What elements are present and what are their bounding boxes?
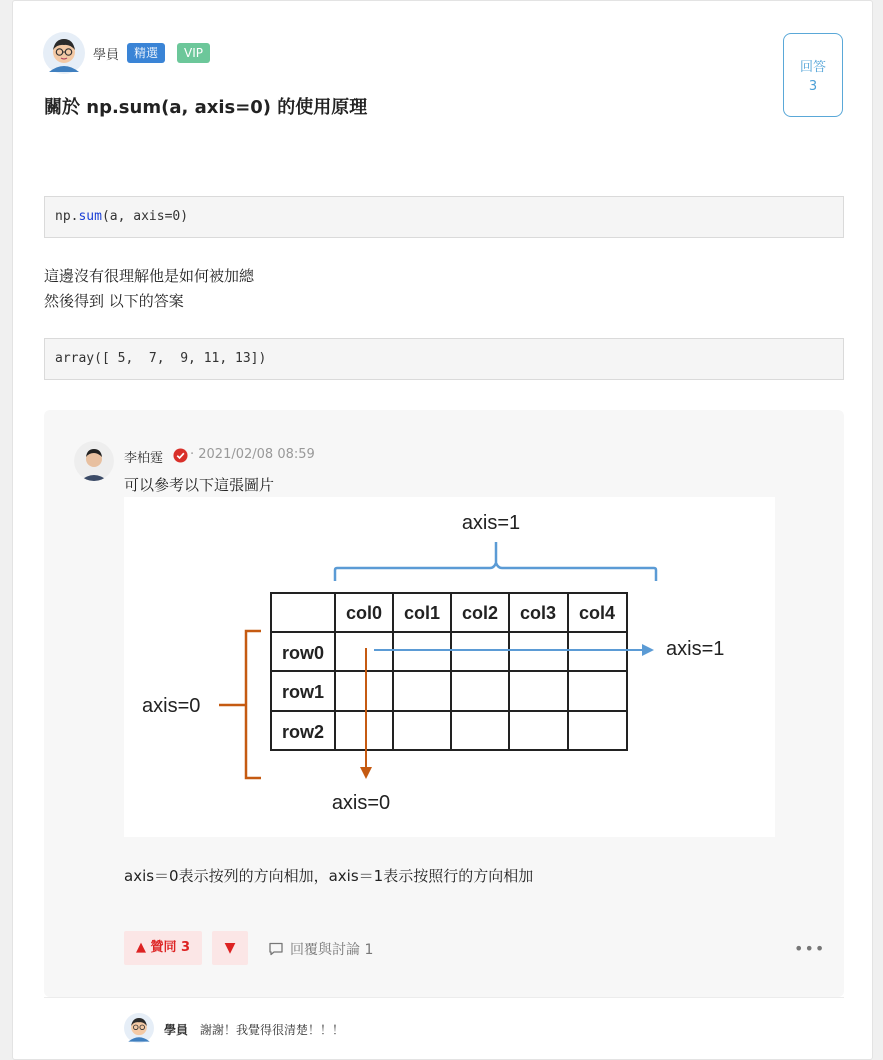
teacher-avatar bbox=[74, 441, 114, 481]
axis1-top-label: axis=1 bbox=[461, 512, 521, 534]
downvote-button[interactable]: ▼ bbox=[212, 931, 248, 965]
axis1-right-label: axis=1 bbox=[666, 638, 725, 660]
col-header-3: col3 bbox=[519, 603, 557, 623]
upvote-button[interactable]: ▲ 贊同 3 bbox=[124, 931, 202, 965]
answer-count: 3 bbox=[808, 79, 818, 94]
featured-badge: 精選 bbox=[127, 43, 165, 63]
reply-discussion-button[interactable] bbox=[268, 939, 373, 959]
question-card bbox=[12, 0, 873, 1060]
col-header-4: col4 bbox=[578, 603, 616, 623]
code-block-result: array([ 5, 7, 9, 11, 13]) bbox=[44, 338, 844, 380]
row-header-0: row0 bbox=[281, 643, 325, 663]
vip-badge: VIP bbox=[177, 43, 210, 63]
col-header-1: col1 bbox=[403, 603, 441, 623]
axis-diagram bbox=[124, 497, 775, 837]
question-body bbox=[44, 264, 254, 314]
answer-count-label: 回答 bbox=[799, 60, 826, 75]
question-title: 關於 np.sum(a, axis=0) 的使用原理 bbox=[44, 97, 368, 118]
question-line-2: 然後得到 以下的答案 bbox=[44, 292, 184, 310]
code-fn: sum bbox=[78, 209, 102, 224]
comment-text: 謝謝！我覺得很清楚！！！ bbox=[200, 1023, 345, 1037]
answer-count-button[interactable] bbox=[783, 33, 843, 117]
question-line-1: 這邊沒有很理解他是如何被加總 bbox=[44, 267, 255, 285]
answer-date: · 2021/02/08 08:59 bbox=[190, 447, 315, 462]
code-block-sum bbox=[44, 196, 844, 238]
answer-intro: 可以參考以下這張圖片 bbox=[124, 476, 275, 494]
answer-panel bbox=[44, 410, 844, 997]
col-header-0: col0 bbox=[345, 603, 383, 623]
code-args: (a, axis=0) bbox=[101, 209, 189, 224]
verified-icon bbox=[173, 448, 188, 463]
more-options-icon[interactable]: ••• bbox=[794, 939, 826, 958]
asker-name: 學員 bbox=[93, 48, 120, 63]
commenter-name: 學員 bbox=[164, 1023, 189, 1037]
comment-item bbox=[44, 997, 844, 1057]
comment-icon bbox=[268, 941, 284, 957]
axis0-bottom-label: axis=0 bbox=[331, 792, 391, 814]
answer-author[interactable]: 李柏霆 bbox=[124, 451, 164, 466]
row-header-2: row2 bbox=[281, 722, 325, 742]
code-prefix: np. bbox=[55, 209, 79, 224]
col-header-2: col2 bbox=[461, 603, 499, 623]
commenter-avatar bbox=[124, 1013, 154, 1043]
student-avatar bbox=[43, 32, 85, 74]
axis0-left-label: axis=0 bbox=[142, 695, 201, 717]
reply-label: 回覆與討論 1 bbox=[290, 942, 374, 958]
answer-explanation: axis＝0表示按列的方向相加，axis＝1表示按照行的方向相加 bbox=[124, 867, 534, 885]
row-header-1: row1 bbox=[281, 682, 325, 702]
